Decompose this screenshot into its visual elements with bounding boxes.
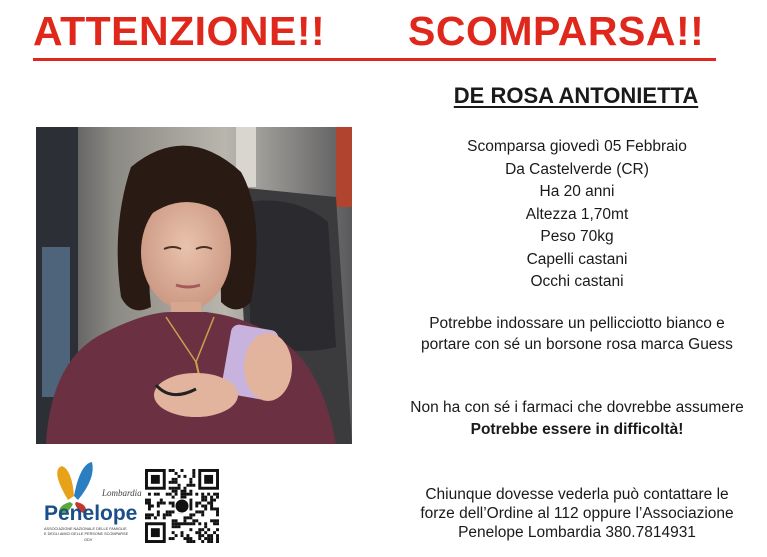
contact-line-3: Penelope Lombardia 380.7814931: [458, 524, 696, 541]
qr-code[interactable]: [145, 469, 219, 543]
missing-person-photo: [36, 127, 352, 444]
detail-height: Altezza 1,70mt: [525, 205, 629, 223]
clothing-description: [400, 313, 754, 355]
detail-weight: Peso 70kg: [540, 228, 614, 245]
headline-divider: [33, 58, 716, 61]
medical-note: [385, 397, 767, 441]
logo-region: Lombardia: [102, 488, 142, 498]
detail-age: Ha 20 anni: [539, 183, 615, 200]
penelope-logo: [40, 460, 142, 548]
detail-origin: Da Castelverde (CR): [505, 160, 649, 178]
contact-info: [395, 485, 759, 542]
detail-hair: Capelli castani: [526, 250, 628, 268]
medical-line: Non ha con sé i farmaci che dovrebbe assumere: [410, 399, 744, 416]
danger-warning: Potrebbe essere in difficoltà!: [470, 421, 684, 438]
contact-line-1: Chiunque dovesse vederla può contattare le: [425, 486, 729, 503]
clothing-line-1: Potrebbe indossare un pellicciotto bianco e: [429, 315, 725, 332]
logo-tagline-2: E DEGLI AMICI DELLE PERSONE SCOMPARSE: [44, 532, 129, 536]
contact-line-2: forze dell’Ordine al 112 oppure l’Associazione: [420, 505, 734, 522]
qr-code-icon: [145, 469, 219, 543]
photo-illustration: [36, 127, 352, 444]
clothing-line-2: portare con sé un borsone rosa marca Guess: [421, 336, 733, 353]
headline-attention: ATTENZIONE!!: [33, 8, 326, 54]
logo-tagline-3: ODV: [84, 538, 93, 542]
detail-eyes: Occhi castani: [530, 273, 624, 290]
logo-name: Penelope: [44, 502, 138, 525]
missing-person-name: DE ROSA ANTONIETTA: [453, 83, 699, 108]
penelope-butterfly-logo: [40, 460, 142, 548]
missing-person-details: [400, 136, 754, 294]
headline-missing: SCOMPARSA!!: [408, 8, 705, 54]
detail-date: Scomparsa giovedì 05 Febbraio: [467, 138, 687, 155]
logo-tagline-1: ASSOCIAZIONE NAZIONALE DELLE FAMIGLIE: [44, 527, 127, 531]
